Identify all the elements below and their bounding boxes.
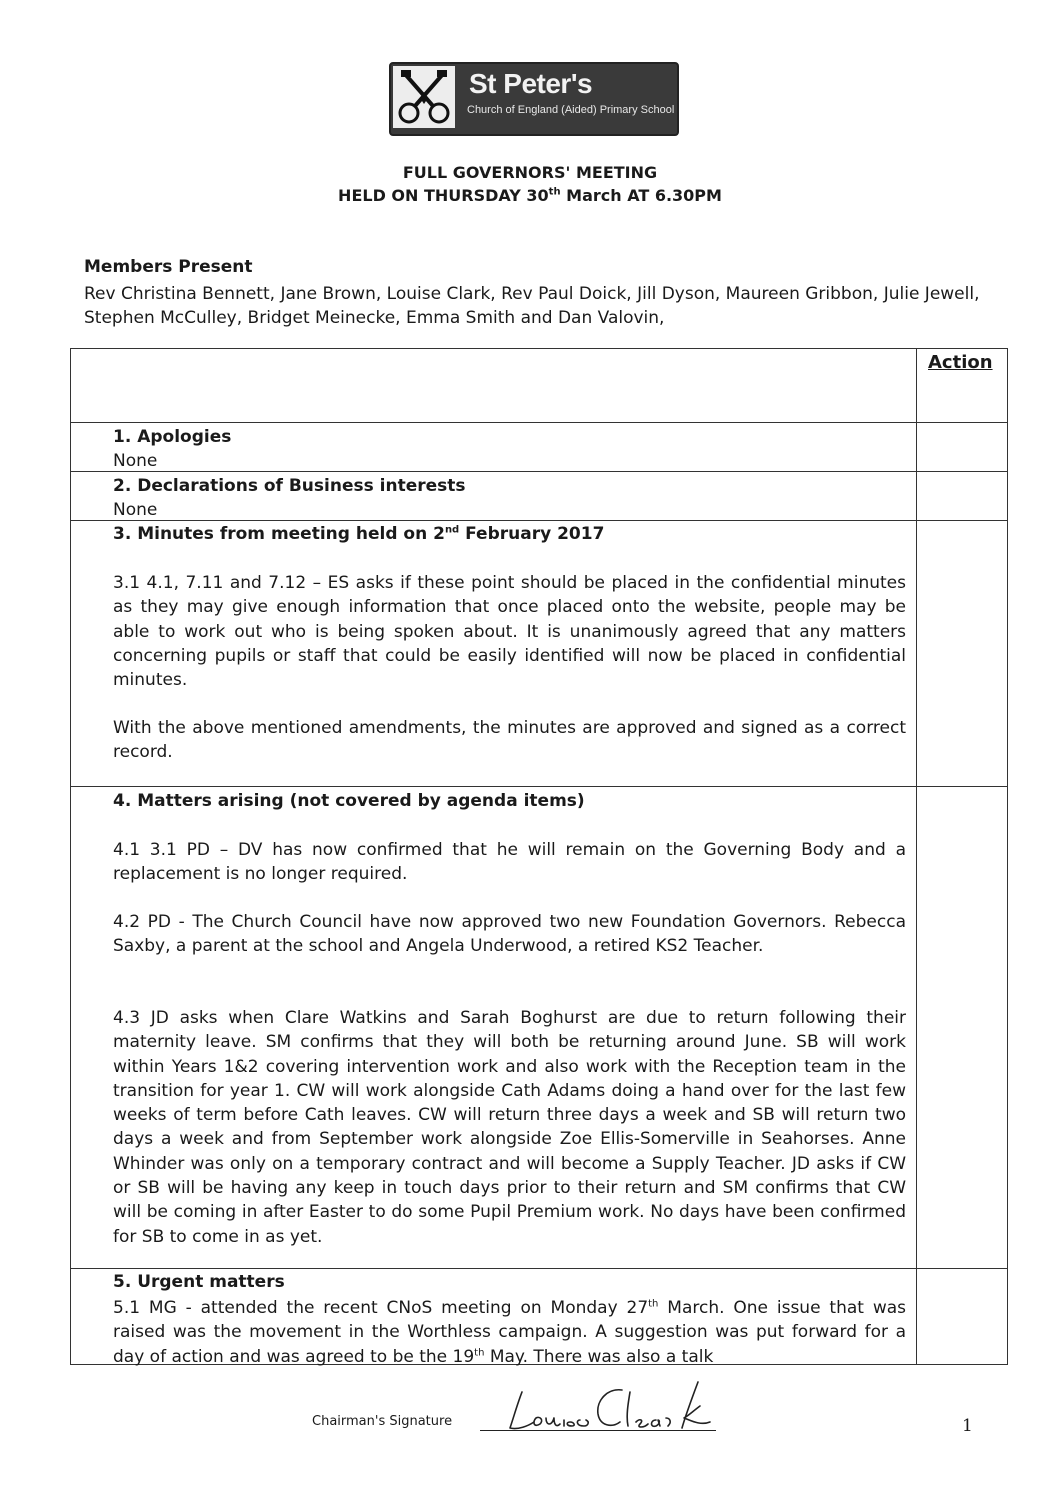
signature-label: Chairman's Signature (312, 1414, 453, 1429)
section-4-title: 4. Matters arising (not covered by agenda items) (113, 791, 585, 811)
row-divider (70, 422, 1008, 423)
logo-name: St Peter's (469, 68, 593, 99)
section-5-paragraph-1: 5.1 MG - attended the recent CNoS meeting on Monday 27th March. One issue that was raised was the movement in the Worthless campaign. A suggestion was put forward for a day of action and was agreed to be the 19th May. There was also a talk (113, 1298, 906, 1367)
section-1-title: 1. Apologies (113, 427, 232, 447)
school-logo (389, 62, 679, 136)
row-divider (70, 786, 1008, 787)
section-1-body: None (113, 451, 158, 471)
row-divider (70, 1268, 1008, 1269)
row-divider (70, 471, 1008, 472)
section-2-title: 2. Declarations of Business interests (113, 476, 466, 496)
section-3-paragraph-2: With the above mentioned amendments, the minutes are approved and signed as a correct record. (113, 718, 906, 763)
meeting-title: FULL GOVERNORS' MEETING (402, 163, 658, 182)
section-3-paragraph-1: 3.1 4.1, 7.11 and 7.12 – ES asks if these point should be placed in the confidential minutes as they may give enough information that once placed onto the website, people may be able to work out who is being spoken about. It is unanimously agreed that any matters concerning pupils or staff that could be easily identified will now be placed in confidential minutes. (113, 573, 906, 691)
members-list: Rev Christina Bennett, Jane Brown, Louise Clark, Rev Paul Doick, Jill Dyson, Maureen Gribbon, Julie Jewell, Stephen McCulley, Bridget Meinecke, Emma Smith and Dan Valovin, (84, 284, 980, 328)
section-3-title: 3. Minutes from meeting held on 2nd February 2017 (113, 524, 605, 544)
members-heading: Members Present (84, 257, 253, 277)
handwritten-signature (500, 1378, 730, 1444)
section-4-paragraph-3: 4.3 JD asks when Clare Watkins and Sarah Boghurst are due to return following their maternity leave. SM confirms that they will both be returning around June. SB will work within Years 1&2 covering intervention work and also work with the Reception team in the transition for year 1. CW will work alongside Cath Adams doing a hand over for the last few weeks of term before Cath leaves. CW will return three days a week and SB will return two days a week and from September work alongside Zoe Ellis-Somerville in Seahorses. Anne Whinder was only on a temporary contract and will become a Supply Teacher. JD asks if CW or SB will be having any keep in touch days prior to their return and SM confirms that CW will be coming in after Easter to do some Pupil Premium work. No days have been confirmed for SB to come in as yet. (113, 1008, 906, 1247)
meeting-date: HELD ON THURSDAY 30th March AT 6.30PM (338, 186, 722, 205)
section-5-title: 5. Urgent matters (113, 1272, 285, 1292)
logo-subtitle: Church of England (Aided) Primary School (467, 104, 675, 116)
action-column-header: Action (928, 352, 993, 373)
row-divider (70, 520, 1008, 521)
action-column-divider (916, 348, 917, 1365)
section-4-paragraph-1: 4.1 3.1 PD – DV has now confirmed that he will remain on the Governing Body and a replacement is no longer required. (113, 840, 906, 885)
section-2-body: None (113, 500, 158, 520)
page-number: 1 (962, 1416, 973, 1436)
section-4-paragraph-2: 4.2 PD - The Church Council have now approved two new Foundation Governors. Rebecca Saxby, a parent at the school and Angela Underwood, a retired KS2 Teacher. (113, 912, 906, 957)
crossed-keys-icon (393, 66, 455, 128)
